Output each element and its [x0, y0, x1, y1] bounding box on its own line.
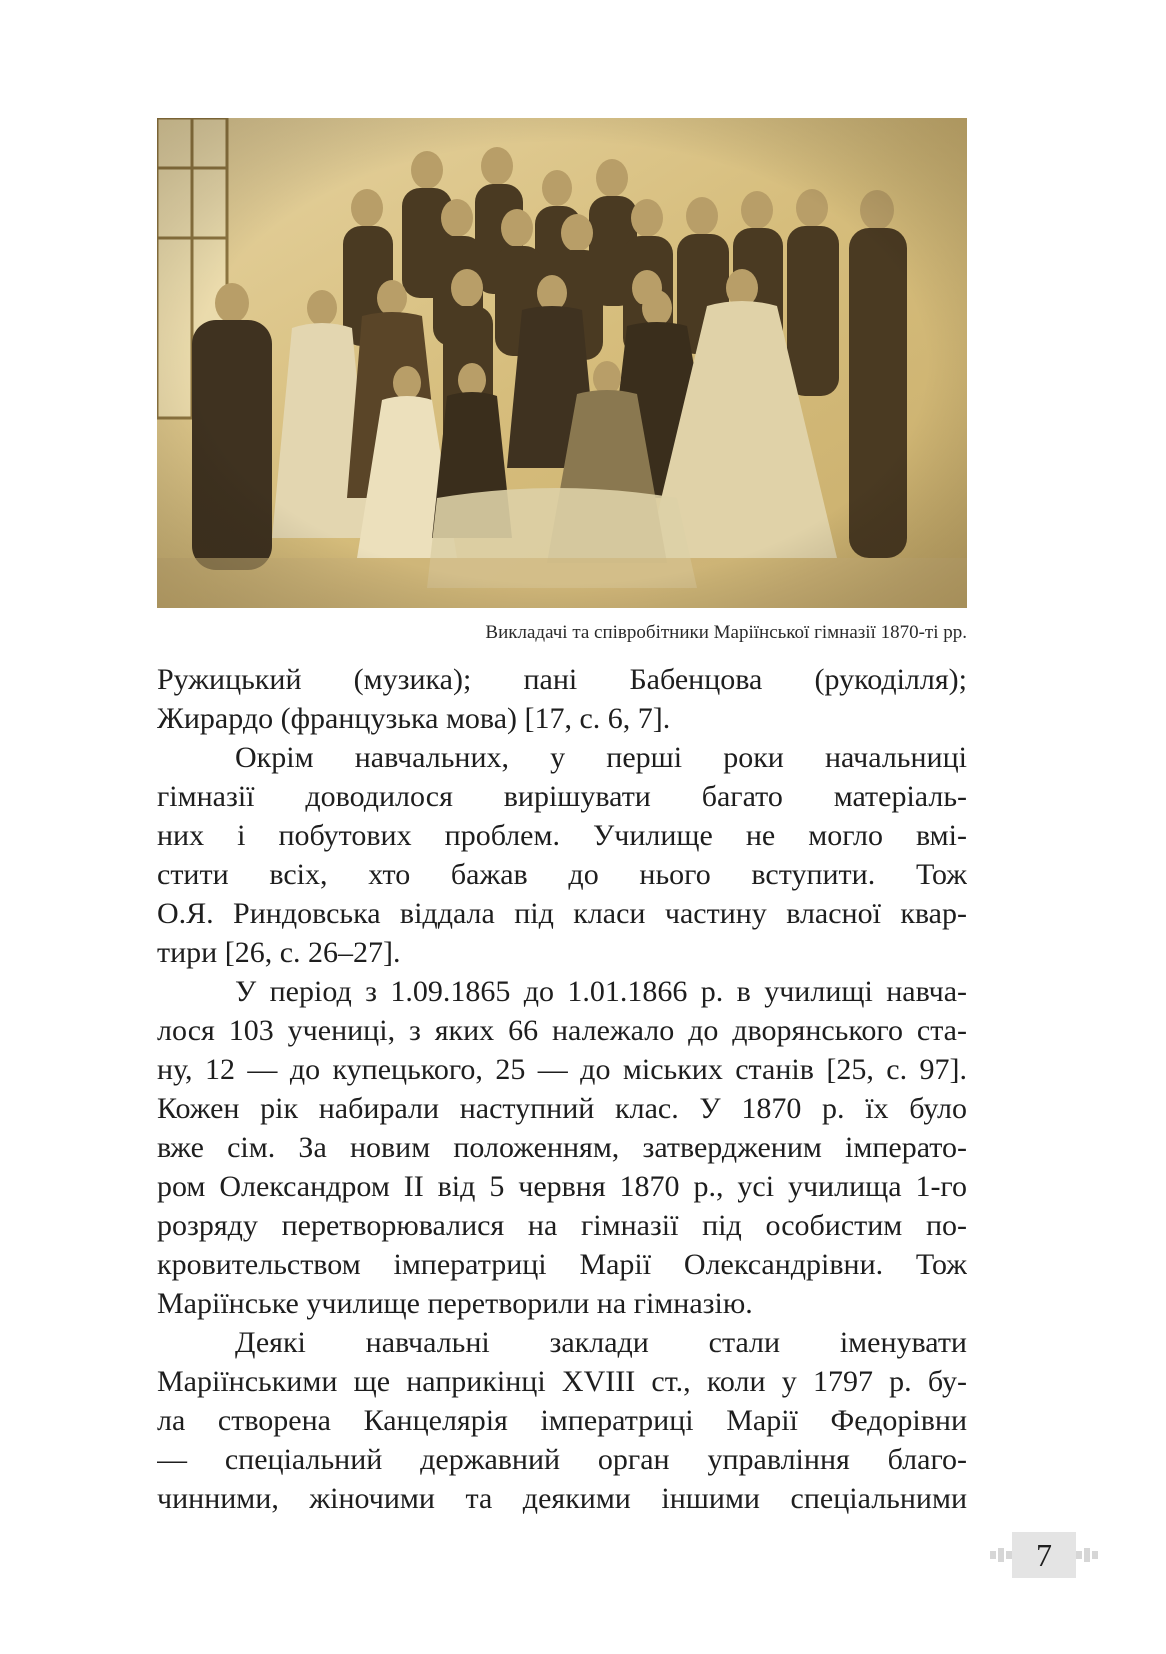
text-line: вже сім. За новим положенням, затвердженим імперато- [157, 1131, 967, 1164]
text-line: О.Я. Риндовська віддала під класи частину власної квар- [157, 897, 967, 930]
text-line: Деякі навчальні заклади стали іменувати [235, 1326, 967, 1359]
text-line: ром Олександром ІІ від 5 червня 1870 р., усі училища 1-го [157, 1170, 967, 1203]
text-line: них і побутових проблем. Училище не могло вмі- [157, 819, 967, 852]
text-line: Окрім навчальних, у перші роки начальниці [235, 741, 967, 774]
text-line: Маріїнськими ще наприкінці XVIII ст., коли у 1797 р. бу- [157, 1365, 967, 1398]
photo-illustration [157, 118, 967, 608]
text-line: лося 103 учениці, з яких 66 належало до дворянського ста- [157, 1014, 967, 1047]
text-line: У період з 1.09.1865 до 1.01.1866 р. в училищі навча- [235, 975, 967, 1008]
page-number: 7 [1012, 1532, 1076, 1578]
text-line: — спеціальний державний орган управління благо- [157, 1443, 967, 1476]
text-line: Ружицький (музика); пані Бабенцова (рукоділля); [157, 663, 967, 696]
ornament-right [1076, 1546, 1098, 1564]
text-line: тири [26, с. 26–27]. [157, 936, 401, 969]
text-line: гімназії доводилося вирішувати багато матеріаль- [157, 780, 967, 813]
text-line: чинними, жіночими та деякими іншими спеціальними [157, 1482, 967, 1515]
text-line: Маріїнське училище перетворили на гімназію. [157, 1287, 753, 1320]
ornament-left [990, 1546, 1012, 1564]
historical-photo [157, 118, 967, 608]
body-text [157, 660, 967, 1518]
text-line: Жирардо (французька мова) [17, с. 6, 7]. [157, 702, 671, 735]
photo-caption: Викладачі та співробітники Маріїнської гімназії 1870-ті рр. [485, 622, 967, 643]
text-line: розряду перетворювалися на гімназії під особистим по- [157, 1209, 967, 1242]
text-line: стити всіх, хто бажав до нього вступити. Тож [157, 858, 967, 891]
text-line: кровительством імператриці Марії Олександрівни. Тож [157, 1248, 967, 1281]
text-line: ну, 12 — до купецького, 25 — до міських станів [25, с. 97]. [157, 1053, 967, 1086]
text-line: Кожен рік набирали наступний клас. У 1870 р. їх було [157, 1092, 967, 1125]
text-line: ла створена Канцелярія імператриці Марії Федорівни [157, 1404, 967, 1437]
